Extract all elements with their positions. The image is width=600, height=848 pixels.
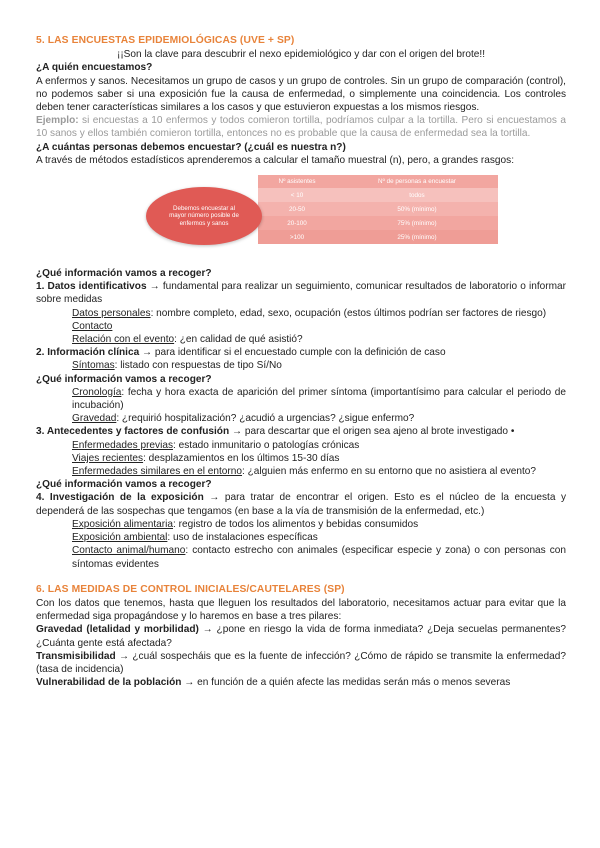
pillar-vulnerability xyxy=(36,676,566,689)
table-header-surveyed: Nº de personas a encuestar xyxy=(336,175,498,188)
item-3-sub-3-text: : ¿alguien más enfermo en su entorno que no asistiera al evento? xyxy=(242,466,537,478)
table-row xyxy=(258,202,498,216)
item-4-title: 4. Investigación de la exposición xyxy=(36,492,204,504)
item-2-text: → para identificar si el encuestado cumple con la definición de caso xyxy=(139,347,446,359)
section-6-title: 6. LAS MEDIDAS DE CONTROL INICIALES/CAUTELARES (SP) xyxy=(36,583,345,595)
example-paragraph xyxy=(36,114,566,140)
table-row xyxy=(258,230,498,244)
table-cell: < 10 xyxy=(258,188,336,202)
table-header-row xyxy=(258,175,498,188)
pillar-vulnerability-label: Vulnerabilidad de la población xyxy=(36,677,182,689)
item-2-sub-1-text: : listado con respuestas de tipo Sí/No xyxy=(114,360,282,372)
item-2-title: 2. Información clínica xyxy=(36,347,140,359)
pillar-transmissibility-text: → ¿cuál sospecháis que es la fuente de infección? ¿Cómo de rápido se transmite la enfermedad? (tasa de incidencia) xyxy=(36,650,566,675)
table-cell: 20-100 xyxy=(258,216,336,230)
sample-size-table xyxy=(258,175,498,244)
table-cell: 20-50 xyxy=(258,202,336,216)
question-how-many: ¿A cuántas personas debemos encuestar? (¿cuál es nuestra n?) xyxy=(36,141,346,153)
item-3 xyxy=(36,425,566,438)
item-3-sub-1-text: : estado inmunitario o patologías crónicas xyxy=(173,439,360,451)
item-2-sub-3 xyxy=(36,412,566,425)
item-3-sub-3 xyxy=(36,465,566,478)
item-2-sub-3-text: : ¿requirió hospitalización? ¿acudió a urgencias? ¿sigue enfermo? xyxy=(116,413,415,425)
oval-text: Debemos encuestar al mayor número posible de enfermos y sanos xyxy=(169,204,239,227)
item-3-title: 3. Antecedentes y factores de confusión xyxy=(36,426,230,438)
who-paragraph: A enfermos y sanos. Necesitamos un grupo de casos y un grupo de controles. Sin un grupo de comparación (control), no podemos saber si una exposición fue la causa de enfermedad, o simplemente una coincidencia. Los controles deben tener características similares a los casos y que estuvieron expuestas a los mismos riesgos. xyxy=(36,75,566,114)
sample-size-figure xyxy=(36,175,566,257)
pillar-severity xyxy=(36,623,566,649)
table-row xyxy=(258,188,498,202)
sample-size-oval xyxy=(146,187,262,245)
item-1-sub-3-text: : ¿en calidad de qué asistió? xyxy=(174,334,303,346)
item-3-sub-2 xyxy=(36,452,566,465)
table-cell: 50% (mínimo) xyxy=(336,202,498,216)
item-1-sub-3 xyxy=(36,333,566,346)
item-2-sub-2-label: Cronología xyxy=(72,386,122,398)
item-2-sub-3-label: Gravedad xyxy=(72,413,117,425)
table-cell: >100 xyxy=(258,230,336,244)
item-2 xyxy=(36,346,566,359)
example-label: Ejemplo: xyxy=(36,115,79,127)
item-3-sub-2-label: Viajes recientes xyxy=(72,452,144,464)
table-cell: 75% (mínimo) xyxy=(336,216,498,230)
item-3-sub-3-label: Enfermedades similares en el entorno xyxy=(72,466,243,478)
item-1-title: 1. Datos identificativos xyxy=(36,281,147,293)
item-4-sub-2 xyxy=(36,531,566,544)
item-2-sub-2-text: : fecha y hora exacta de aparición del primer síntoma (importantísimo para calcular el periodo de incubación) xyxy=(72,386,566,412)
item-4-sub-3-label: Contacto animal/humano xyxy=(72,545,186,557)
item-1-text: → fundamental para realizar un seguimiento, comunicar resultados de laboratorio o informar sobre medidas xyxy=(36,281,567,306)
item-1-sub-2-label: Contacto xyxy=(72,320,113,332)
item-1-sub-1 xyxy=(36,307,566,320)
item-4-sub-3 xyxy=(36,544,566,570)
item-1-sub-1-label: Datos personales xyxy=(72,307,151,319)
item-4-sub-3-text: : contacto estrecho con animales (especificar especie y zona) o con personas con síntomas evidentes xyxy=(72,545,566,570)
item-1-sub-2 xyxy=(36,320,566,333)
item-4-text: → para tratar de encontrar el origen. Esto es el núcleo de la encuesta y dependerá de las sospechas que tengamos (en base a la vía de transmisión de la enfermedad, etc.) xyxy=(36,492,566,517)
example-text: si encuestas a 10 enfermos y todos comieron tortilla, podríamos culpar a la tortilla. Pero si encuestamos a 10 sanos y ellos también comieron tortilla, entonces no es probable que la causa de enfermedad sea la tortilla. xyxy=(36,115,566,140)
item-1 xyxy=(36,280,566,306)
item-1-sub-3-label: Relación con el evento xyxy=(72,334,175,346)
item-2-sub-2 xyxy=(36,386,566,412)
item-3-sub-1-label: Enfermedades previas xyxy=(72,439,173,451)
pillar-severity-label: Gravedad (letalidad y morbilidad) xyxy=(36,624,199,636)
pillar-transmissibility-label: Transmisibilidad xyxy=(36,650,116,662)
table-header-attendees: Nº asistentes xyxy=(258,175,336,188)
item-1-sub-1-text: : nombre completo, edad, sexo, ocupación (estos últimos podrían ser factores de riesgo) xyxy=(150,307,547,319)
table-row xyxy=(258,216,498,230)
pillar-transmissibility xyxy=(36,650,566,676)
item-3-sub-1 xyxy=(36,439,566,452)
question-info-3: ¿Qué información vamos a recoger? xyxy=(36,479,212,491)
item-2-sub-1-label: Síntomas xyxy=(72,360,115,372)
item-4-sub-1 xyxy=(36,518,566,531)
pillar-vulnerability-text: → en función de a quién afecte las medidas serán más o menos severas xyxy=(181,677,511,689)
table-cell: todos xyxy=(336,188,498,202)
how-many-paragraph: A través de métodos estadísticos aprenderemos a calcular el tamaño muestral (n), pero, a grandes rasgos: xyxy=(36,154,515,166)
question-info-1: ¿Qué información vamos a recoger? xyxy=(36,268,212,280)
item-4 xyxy=(36,491,566,517)
item-2-sub-1 xyxy=(36,359,566,372)
item-4-sub-2-label: Exposición ambiental xyxy=(72,532,168,544)
section-5-intro: ¡¡Son la clave para descubrir el nexo epidemiológico y dar con el origen del brote!! xyxy=(116,49,486,61)
item-3-text: → para descartar que el origen sea ajeno al brote investigado • xyxy=(229,426,515,438)
item-4-sub-2-text: : uso de instalaciones específicas xyxy=(167,532,318,544)
table-cell: 25% (mínimo) xyxy=(336,230,498,244)
item-3-sub-2-text: : desplazamientos en los últimos 15-30 días xyxy=(143,452,340,464)
section-6-intro: Con los datos que tenemos, hasta que lleguen los resultados del laboratorio, necesitamos actuar para evitar que la enfermedad siga propagándose y lo haremos en base a tres pilares: xyxy=(36,597,566,623)
item-4-sub-1-label: Exposición alimentaria xyxy=(72,518,173,530)
section-gap xyxy=(36,571,566,583)
pillar-severity-text: → ¿pone en riesgo la vida de forma inmediata? ¿Deja secuelas permanentes? ¿Cuánta gente está afectada? xyxy=(36,624,566,649)
section-5-title: 5. LAS ENCUESTAS EPIDEMIOLÓGICAS (UVE + SP) xyxy=(36,35,295,46)
question-who: ¿A quién encuestamos? xyxy=(36,62,153,74)
question-info-2: ¿Qué información vamos a recoger? xyxy=(36,373,212,385)
item-4-sub-1-text: : registro de todos los alimentos y bebidas consumidos xyxy=(173,518,419,530)
